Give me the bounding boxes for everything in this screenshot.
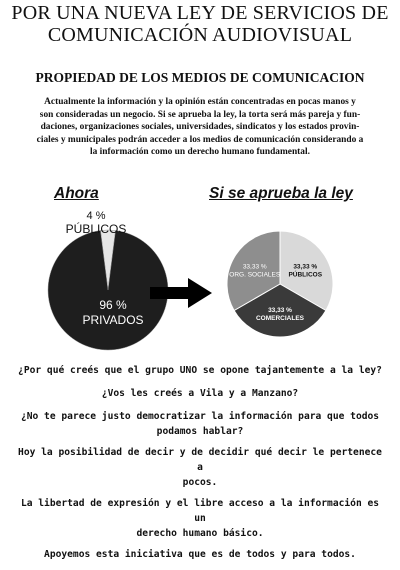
- intro-line: ciales y municipales podrán acceder a los medios de comunicación considerando a: [36, 134, 364, 145]
- arrow-right-icon: [150, 278, 212, 308]
- slice-value-label: 33,33 %: [293, 263, 318, 271]
- slice-value-label: 33,33 %: [242, 263, 267, 271]
- chart-title-if-approved: Si se aprueba la ley: [209, 185, 353, 202]
- slice-category-label: COMERCIALES: [255, 315, 305, 323]
- intro-line: la información como un derecho humano fundamental.: [90, 147, 310, 158]
- question-democratizar: [0, 409, 400, 439]
- intro-line: son consideradas un negocio. Si se aprueba la ley, la torta será más pareja y fun-: [39, 109, 361, 120]
- title-line-2: COMUNICACIÓN AUDIOVISUAL: [47, 24, 353, 46]
- slice-value-label: 33,33 %: [268, 307, 292, 315]
- question-uno: ¿Por qué creés que el grupo UNO se opone tajantemente a la ley?: [18, 365, 382, 376]
- statement-pocos: [0, 445, 400, 490]
- pie-chart-if-approved: [225, 229, 335, 339]
- statement-line: pocos.: [182, 477, 218, 488]
- question-vila-manzano: ¿Vos les creés a Vila y a Manzano?: [101, 388, 299, 399]
- questions-list: [0, 363, 400, 570]
- intro-line: daciones, organizaciones sociales, universidades, sindicatos y los estados provin-: [40, 122, 360, 133]
- pie-chart-now: [48, 200, 168, 350]
- question-line: ¿No te parece justo democratizar la información para que todos: [20, 411, 380, 422]
- slice-category-label: PÚBLICOS: [288, 271, 323, 279]
- slice-value-label: 4 %: [86, 210, 106, 222]
- question-line: podamos hablar?: [156, 426, 244, 437]
- slice-value-label: 96 %: [99, 298, 127, 312]
- slice-category-label: PRIVADOS: [82, 313, 144, 327]
- statement-libertad: [0, 496, 400, 541]
- statement-line: Hoy la posibilidad de decir y de decidir qué decir le pertenece a: [18, 447, 382, 473]
- statement-line: La libertad de expresión y el libre acceso a la información es un: [20, 498, 380, 524]
- slice-category-label: ORG. SOCIALES: [229, 271, 281, 279]
- closing-call: Apoyemos esta iniciativa que es de todos y para todos.: [44, 549, 356, 560]
- page-title: [0, 2, 400, 46]
- intro-paragraph: [4, 96, 396, 159]
- slice-category-label: PÚBLICOS: [65, 222, 127, 236]
- title-line-1: POR UNA NUEVA LEY DE SERVICIOS DE: [11, 2, 389, 24]
- chart-title-now: Ahora: [54, 185, 99, 202]
- intro-line: Actualmente la información y la opinión están concentradas en pocas manos y: [44, 97, 356, 107]
- statement-line: derecho humano básico.: [136, 528, 264, 539]
- section-heading: PROPIEDAD DE LOS MEDIOS DE COMUNICACION: [35, 70, 365, 85]
